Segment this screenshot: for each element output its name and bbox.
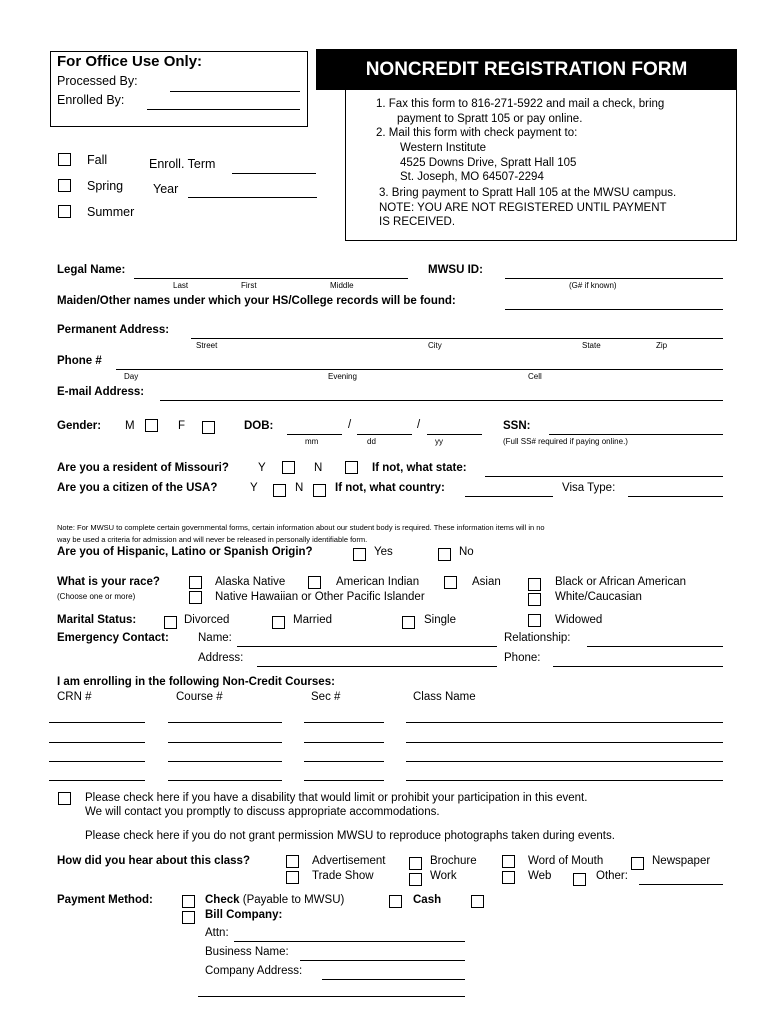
mwsu-id-label: MWSU ID:: [428, 264, 483, 276]
city-caption: City: [428, 341, 442, 350]
company-address-field-2[interactable]: [198, 996, 465, 997]
crn-field[interactable]: [49, 742, 145, 743]
cash-checkbox[interactable]: [389, 895, 402, 908]
hear-question: How did you hear about this class?: [57, 855, 250, 867]
check-label: Check: [205, 894, 240, 906]
dob-slash-2: /: [417, 419, 421, 431]
mm-caption: mm: [305, 437, 319, 446]
spring-label: Spring: [87, 179, 124, 193]
courses-heading: I am enrolling in the following Non-Credit Courses:: [57, 676, 335, 688]
attn-field[interactable]: [234, 941, 465, 942]
resident-n-label: N: [314, 462, 323, 474]
processed-by-label: Processed By:: [57, 74, 138, 88]
race-hint: (Choose one or more): [57, 592, 136, 601]
cash-extra-checkbox[interactable]: [471, 895, 484, 908]
ssn-field[interactable]: [549, 434, 723, 435]
course-header: Course #: [176, 691, 223, 703]
dob-mm-field[interactable]: [287, 434, 342, 435]
resident-y-label: Y: [258, 462, 266, 474]
company-address-field[interactable]: [322, 979, 465, 980]
course-number-field[interactable]: [168, 742, 282, 743]
black-label: Black or African American: [555, 576, 687, 588]
mail-address-2: 4525 Downs Drive, Spratt Hall 105: [400, 157, 577, 169]
married-label: Married: [293, 614, 332, 626]
visa-type-field[interactable]: [628, 496, 723, 497]
section-field[interactable]: [304, 722, 384, 723]
company-address-label: Company Address:: [205, 965, 303, 977]
word-of-mouth-label: Word of Mouth: [528, 855, 604, 867]
white-checkbox[interactable]: [528, 593, 541, 606]
phone-label: Phone #: [57, 355, 102, 367]
resident-state-field[interactable]: [485, 476, 723, 477]
dob-dd-field[interactable]: [357, 434, 412, 435]
emergency-name-field[interactable]: [237, 646, 497, 647]
country-field[interactable]: [465, 496, 553, 497]
gender-f-checkbox[interactable]: [202, 421, 215, 434]
email-label: E-mail Address:: [57, 386, 145, 398]
attn-label: Attn:: [205, 927, 229, 939]
enrolled-by-label: Enrolled By:: [57, 93, 125, 107]
trade-show-label: Trade Show: [312, 870, 374, 882]
dob-slash-1: /: [348, 419, 352, 431]
summer-checkbox[interactable]: [58, 205, 71, 218]
emergency-address-field[interactable]: [257, 666, 497, 667]
fall-checkbox[interactable]: [58, 153, 71, 166]
year-label: Year: [153, 182, 179, 196]
race-question: What is your race?: [57, 576, 160, 588]
gnum-caption: (G# if known): [569, 281, 617, 290]
dob-label: DOB:: [244, 420, 274, 432]
zip-caption: Zip: [656, 341, 668, 350]
processed-by-field[interactable]: [170, 91, 300, 92]
alaska-native-checkbox[interactable]: [189, 576, 202, 589]
newspaper-label: Newspaper: [652, 855, 711, 867]
check-checkbox[interactable]: [182, 895, 195, 908]
hispanic-yes-label: Yes: [374, 546, 393, 558]
other-label: Other:: [596, 870, 628, 882]
evening-caption: Evening: [328, 372, 357, 381]
form-title: NONCREDIT REGISTRATION FORM: [365, 59, 688, 80]
emergency-contact-label: Emergency Contact:: [57, 632, 169, 644]
brochure-checkbox[interactable]: [409, 857, 422, 870]
divorced-label: Divorced: [184, 614, 230, 626]
year-field[interactable]: [188, 197, 317, 198]
trade-show-checkbox[interactable]: [286, 871, 299, 884]
work-label: Work: [430, 870, 457, 882]
last-caption: Last: [173, 281, 189, 290]
ssn-label: SSN:: [503, 420, 531, 432]
yy-caption: yy: [435, 437, 443, 446]
emergency-address-label: Address:: [198, 652, 244, 664]
hispanic-no-checkbox[interactable]: [438, 548, 451, 561]
disability-checkbox[interactable]: [58, 792, 71, 805]
instruction-3: 3. Bring payment to Spratt Hall 105 at the MWSU campus.: [379, 187, 677, 199]
asian-label: Asian: [472, 576, 501, 588]
instruction-1: 1. Fax this form to 816-271-5922 and mail a check, bring: [376, 98, 665, 110]
dd-caption: dd: [367, 437, 376, 446]
email-field[interactable]: [160, 400, 723, 401]
mail-address-1: Western Institute: [400, 142, 487, 154]
class-name-field[interactable]: [406, 742, 723, 743]
spring-checkbox[interactable]: [58, 179, 71, 192]
state-caption: State: [582, 341, 601, 350]
hispanic-yes-checkbox[interactable]: [353, 548, 366, 561]
disability-text-2: We will contact you promptly to discuss appropriate accommodations.: [85, 806, 440, 818]
section-field[interactable]: [304, 780, 384, 781]
check-option: [205, 894, 344, 906]
street-caption: Street: [196, 341, 218, 350]
office-title: For Office Use Only:: [57, 53, 203, 70]
marital-status-label: Marital Status:: [57, 614, 137, 626]
enrolled-by-field[interactable]: [147, 109, 300, 110]
country-question: If not, what country:: [335, 482, 445, 494]
relationship-field[interactable]: [587, 646, 723, 647]
instruction-1b: payment to Spratt 105 or pay online.: [397, 113, 583, 125]
emergency-phone-field[interactable]: [553, 666, 723, 667]
cash-label: Cash: [413, 894, 442, 906]
citizen-question: Are you a citizen of the USA?: [57, 482, 218, 494]
mail-address-3: St. Joseph, MO 64507-2294: [400, 171, 544, 183]
resident-n-checkbox[interactable]: [345, 461, 358, 474]
bill-company-label: Bill Company:: [205, 909, 283, 921]
word-of-mouth-checkbox[interactable]: [502, 855, 515, 868]
class-name-field[interactable]: [406, 780, 723, 781]
maiden-label: Maiden/Other names under which your HS/College records will be found:: [57, 295, 456, 307]
web-label: Web: [528, 870, 552, 882]
crn-field[interactable]: [49, 761, 145, 762]
resident-question: Are you a resident of Missouri?: [57, 462, 229, 474]
divorced-checkbox[interactable]: [164, 616, 177, 629]
governmental-note-2: way be used a criteria for admission and will never be released in personally identifiable form.: [57, 535, 368, 544]
resident-y-checkbox[interactable]: [282, 461, 295, 474]
permanent-address-label: Permanent Address:: [57, 324, 170, 336]
first-caption: First: [241, 281, 257, 290]
citizen-y-label: Y: [250, 482, 258, 494]
disability-text-1: Please check here if you have a disability that would limit or prohibit your participation in this event.: [85, 792, 588, 804]
asian-checkbox[interactable]: [444, 576, 457, 589]
newspaper-checkbox[interactable]: [631, 857, 644, 870]
widowed-checkbox[interactable]: [528, 614, 541, 627]
ssn-note: (Full SS# required if paying online.): [503, 437, 628, 446]
advertisement-checkbox[interactable]: [286, 855, 299, 868]
payment-method-label: Payment Method:: [57, 894, 153, 906]
middle-caption: Middle: [330, 281, 354, 290]
other-checkbox[interactable]: [573, 873, 586, 886]
white-label: White/Caucasian: [555, 591, 642, 603]
black-checkbox[interactable]: [528, 578, 541, 591]
american-indian-label: American Indian: [336, 576, 420, 588]
married-checkbox[interactable]: [272, 616, 285, 629]
section-field[interactable]: [304, 761, 384, 762]
note-line-2: IS RECEIVED.: [379, 216, 456, 228]
bill-company-checkbox[interactable]: [182, 911, 195, 924]
sec-header: Sec #: [311, 691, 341, 703]
gender-m-checkbox[interactable]: [145, 419, 158, 432]
brochure-label: Brochure: [430, 855, 477, 867]
course-number-field[interactable]: [168, 780, 282, 781]
citizen-n-checkbox[interactable]: [313, 484, 326, 497]
citizen-y-checkbox[interactable]: [273, 484, 286, 497]
class-name-field[interactable]: [406, 761, 723, 762]
cell-caption: Cell: [528, 372, 542, 381]
advertisement-label: Advertisement: [312, 855, 386, 867]
day-caption: Day: [124, 372, 139, 381]
legal-name-label: Legal Name:: [57, 264, 126, 276]
maiden-field[interactable]: [505, 309, 723, 310]
enroll-term-label: Enroll. Term: [149, 157, 216, 171]
hawaiian-checkbox[interactable]: [189, 591, 202, 604]
summer-label: Summer: [87, 205, 135, 219]
emergency-name-label: Name:: [198, 632, 232, 644]
gender-f-label: F: [178, 420, 186, 432]
governmental-note-1: Note: For MWSU to complete certain governmental forms, certain information about our student body is required. These information items will in no: [57, 523, 545, 532]
business-name-label: Business Name:: [205, 946, 289, 958]
crn-field[interactable]: [49, 722, 145, 723]
mwsu-id-field[interactable]: [505, 278, 723, 279]
class-name-field[interactable]: [406, 722, 723, 723]
hawaiian-label: Native Hawaiian or Other Pacific Islander: [215, 591, 425, 603]
photo-permission-text: Please check here if you do not grant permission MWSU to reproduce photographs taken during events.: [85, 830, 615, 842]
instruction-2: 2. Mail this form with check payment to:: [376, 127, 578, 139]
state-question: If not, what state:: [372, 462, 467, 474]
web-checkbox[interactable]: [502, 871, 515, 884]
crn-header: CRN #: [57, 691, 92, 703]
widowed-label: Widowed: [555, 614, 603, 626]
course-number-field[interactable]: [168, 722, 282, 723]
emergency-phone-label: Phone:: [504, 652, 541, 664]
gender-label: Gender:: [57, 420, 102, 432]
permanent-address-field[interactable]: [191, 338, 723, 339]
class-name-header: Class Name: [413, 691, 476, 703]
course-number-field[interactable]: [168, 761, 282, 762]
alaska-native-label: Alaska Native: [215, 576, 286, 588]
gender-m-label: M: [125, 420, 135, 432]
single-label: Single: [424, 614, 456, 626]
crn-field[interactable]: [49, 780, 145, 781]
visa-type-label: Visa Type:: [562, 482, 616, 494]
legal-name-field[interactable]: [134, 278, 408, 279]
check-note: (Payable to MWSU): [242, 894, 345, 906]
section-field[interactable]: [304, 742, 384, 743]
phone-field[interactable]: [116, 369, 723, 370]
note-line-1: NOTE: YOU ARE NOT REGISTERED UNTIL PAYMENT: [379, 202, 667, 214]
citizen-n-label: N: [295, 482, 304, 494]
dob-yy-field[interactable]: [427, 434, 482, 435]
hispanic-question: Are you of Hispanic, Latino or Spanish Origin?: [57, 546, 313, 558]
single-checkbox[interactable]: [402, 616, 415, 629]
american-indian-checkbox[interactable]: [308, 576, 321, 589]
other-field[interactable]: [639, 884, 723, 885]
enroll-term-field[interactable]: [232, 173, 316, 174]
hispanic-no-label: No: [459, 546, 474, 558]
relationship-label: Relationship:: [504, 632, 571, 644]
fall-label: Fall: [87, 153, 108, 167]
business-name-field[interactable]: [300, 960, 465, 961]
work-checkbox[interactable]: [409, 873, 422, 886]
